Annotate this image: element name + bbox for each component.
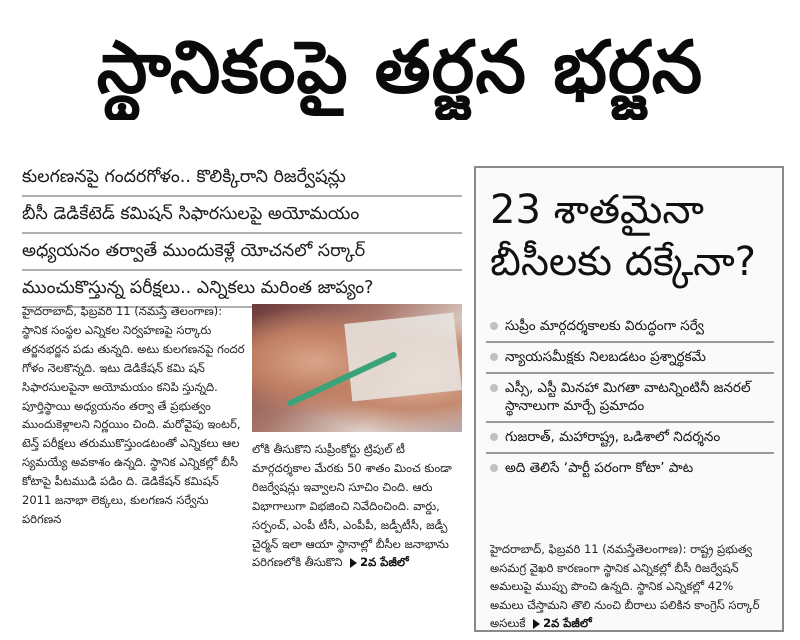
article-body-middle-text: లోకి తీసుకొని సుప్రీంకోర్టు ట్రిపుల్ టీ మార్గదర్శకాల మేరకు 50 శాతం మించ కుండా రిజర్వేషన్లు ఇవ్వాలని సూచిం చింది. ఆరు విభాగాలుగా విభజించి నివేదించింది. వార్డు, సర్పంచ్, ఎంపీ టీసీ, ఎంపీపీ, జడ్పీటీసీ, జడ్పీ చైర్మన్ ఇలా ఆయా స్థానాల్లో బీసీల జనాభాను పరిగణలోకి తీసుకొని [252, 442, 452, 570]
sidebar-body-paragraph [490, 540, 770, 633]
sidebar-bullet-list [486, 312, 774, 483]
bullet-text: న్యాయసమీక్షకు నిలబడటం ప్రశ్నార్థకమే [505, 349, 706, 365]
bullet-icon [490, 433, 498, 441]
bullet-icon [490, 384, 498, 392]
bullet-icon [490, 322, 498, 330]
sidebar-article-body [490, 540, 770, 633]
bullet-item [486, 423, 774, 454]
deck-line: అధ్యయనం తర్వాతే ముందుకెళ్లే యోచనలో సర్కార్ [22, 234, 462, 271]
bullet-text: అది తెలిసే ‘పార్టీ పరంగా కోటా’ పాట [505, 460, 694, 476]
voting-ink-photo [252, 304, 462, 432]
article-column-left [22, 302, 246, 620]
sidebar-continued-label: 2వ పేజీలో [543, 616, 592, 630]
sidebar-box [474, 166, 784, 632]
sidebar-continued-link[interactable] [529, 614, 592, 633]
headline: స్థానికంపై తర్జన భర్జన [96, 25, 704, 109]
bullet-item [486, 343, 774, 374]
bullet-item [486, 454, 774, 483]
article-column-middle [252, 440, 464, 620]
bullet-item [486, 374, 774, 423]
article-body-middle [252, 440, 464, 572]
sidebar-title [490, 184, 770, 288]
bullet-text: గుజరాత్, మహారాష్ట్ర, ఒడిశాలో నిదర్శనం [505, 429, 721, 445]
bullet-text: సుప్రీం మార్గదర్శకాలకు విరుద్ధంగా సర్వే [505, 318, 704, 334]
arrow-right-icon [350, 558, 357, 568]
bullet-text: ఎస్సీ, ఎస్టీ మినహా మిగతా వాటన్నింటినీ జనరల్ స్థానాలుగా మార్చే ప్రమాదం [505, 380, 751, 414]
deck-line: ముంచుకొస్తున్న పరీక్షలు.. ఎన్నికలు మరింత జాప్యం? [22, 271, 462, 308]
bullet-icon [490, 464, 498, 472]
continued-page-link[interactable] [346, 553, 409, 572]
continued-page-label: 2వ పేజీలో [360, 555, 409, 570]
deck-line: కులగణనపై గందరగోళం.. కొలిక్కిరాని రిజర్వేషన్లు [22, 160, 462, 197]
article-body-left: హైదరాబాద్, ఫిబ్రవరి 11 (నమస్తే తెలంగాణ): స్థానిక సంస్థల ఎన్నికల నిర్వహణపై సర్కారు తర్జనభర్జన పడు తున్నది. అటు కులగణనపై గందర గోళం నెలకొన్నది. ఇటు డెడికేషన్ కమి షన్ సిఫారసులపైనా అయోమయం కనిపి స్తున్నది. పూర్తిస్థాయి అధ్యయనం తర్వా తే ప్రభుత్వం ముందుకెళ్లాలని నిర్ణయిం చింది. మరోవైపు ఇంటర్, టెన్త్ పరీక్షలు తరుముకొస్తుండటంతో ఎన్నికలు ఆల స్యమయ్యే అవకాశం ఉన్నది. స్థానిక ఎన్నికల్లో బీసీ కోటాపై పీటముడి పడిం ది. డెడికేషన్ కమిషన్ 2011 జనాభా లెక్కలు, కులగణన సర్వేను పరిగణన [22, 304, 245, 526]
sidebar-title-line: బీసీలకు దక్కేనా? [490, 239, 756, 285]
photo-paper [344, 312, 462, 401]
arrow-right-icon [533, 619, 540, 629]
deck-subheadlines [22, 160, 462, 308]
bullet-icon [490, 353, 498, 361]
bullet-item [486, 312, 774, 343]
sidebar-title-line: 23 శాతమైనా [490, 187, 704, 233]
deck-line: బీసీ డెడికేటెడ్ కమిషన్ సిఫారసులపై అయోమయం [22, 197, 462, 234]
sidebar-body-text: హైదరాబాద్, ఫిబ్రవరి 11 (నమస్తేతెలంగాణ): రాష్ట్ర ప్రభుత్వ అసమగ్ర వైఖరి కారణంగా స్థానిక ఎన్నికల్లో బీసీ రిజర్వేషన్ అమలుపై ముప్పు పొంచి ఉన్నది. స్థానిక ఎన్నికల్లో 42% అమలు చేస్తామని తొలి నుంచి బీరాలు పలికిన కాంగ్రెస్ సర్కార్ అసలుకే [490, 542, 760, 630]
